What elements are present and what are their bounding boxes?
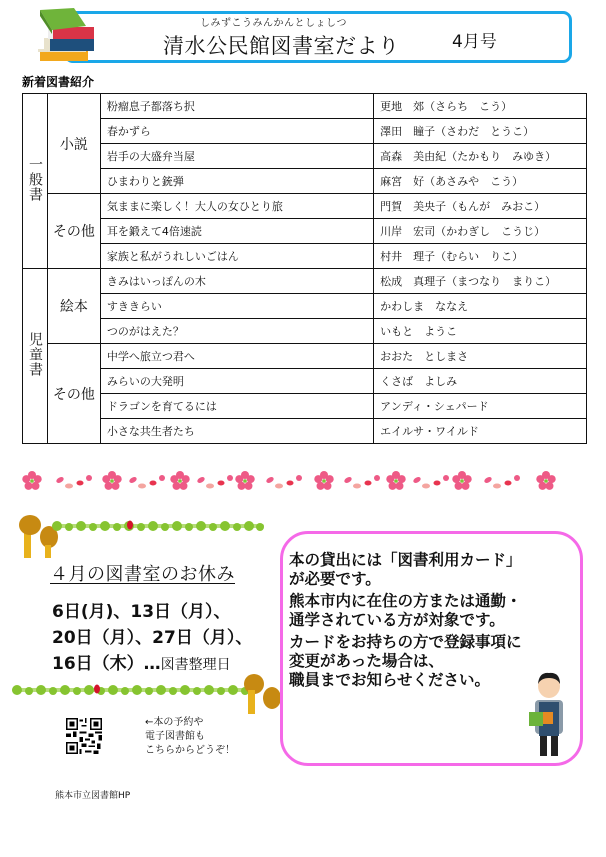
issue-label: 4月号 — [452, 32, 497, 52]
book-author: エイルサ・ワイルド — [374, 419, 587, 444]
book-title: みらいの大発明 — [100, 369, 373, 394]
tree-stump-icon — [236, 672, 282, 718]
book-title: 小さな共生者たち — [100, 419, 373, 444]
books-stack-icon — [34, 6, 96, 64]
book-title: 岩手の大盛弁当屋 — [100, 144, 373, 169]
book-title: すききらい — [100, 294, 373, 319]
book-author: 更地 郊（さらち こう） — [374, 94, 587, 119]
book-author: 村井 理子（むらい りこ） — [374, 244, 587, 269]
table-row — [23, 269, 587, 294]
book-author: 松成 真理子（まつなり まりこ） — [374, 269, 587, 294]
holiday-title: ４月の図書室のお休み — [50, 564, 235, 585]
table-row — [23, 419, 587, 444]
inventory-day-note: 図書整理日 — [160, 657, 231, 673]
card-info-paragraph: カードをお持ちの方で登録事項に 変更があった場合は、 職員までお知らせください。 — [289, 633, 522, 689]
table-row — [23, 344, 587, 369]
subcategory-novel: 小説 — [47, 94, 100, 194]
table-row — [23, 369, 587, 394]
subcategory-picture-book: 絵本 — [47, 269, 100, 344]
table-row — [23, 119, 587, 144]
qr-note: ←本の予約や 電子図書館も こちらからどうぞ！ — [145, 717, 235, 756]
book-title: ドラゴンを育てるには — [100, 394, 373, 419]
holiday-line-3: 16日（木）…図書整理日 — [52, 654, 231, 674]
table-row — [23, 294, 587, 319]
table-row — [23, 144, 587, 169]
book-title: 家族と私がうれしいごはん — [100, 244, 373, 269]
book-author: 麻宮 好（あさみや こう） — [374, 169, 587, 194]
card-info-paragraph: 熊本市内に在住の方または通勤・ 通学されている方が対象です。 — [289, 592, 522, 629]
holiday-line-2: 20日（月）、27日（月）、 — [52, 628, 253, 648]
book-title: 中学へ旅立つ君へ — [100, 344, 373, 369]
book-title: 春かずら — [100, 119, 373, 144]
table-row — [23, 219, 587, 244]
sakura-border-icon — [16, 467, 592, 497]
new-books-table — [22, 93, 587, 444]
holiday-dates — [52, 599, 252, 678]
subcategory-other-children: その他 — [47, 344, 100, 444]
section-heading-new-books: 新着図書紹介 — [22, 75, 95, 89]
book-title: きみはいっぽんの木 — [100, 269, 373, 294]
librarian-icon — [527, 672, 571, 758]
book-author: 高森 美由紀（たかもり みゆき） — [374, 144, 587, 169]
table-row — [23, 244, 587, 269]
qr-code-icon[interactable] — [66, 718, 102, 754]
category-children: 児童書 — [23, 269, 48, 444]
book-title: ひまわりと銃弾 — [100, 169, 373, 194]
book-author: 澤田 瞳子（さわだ とうこ） — [374, 119, 587, 144]
table-row — [23, 169, 587, 194]
book-author: くさば よしみ — [374, 369, 587, 394]
subcategory-other-general: その他 — [47, 194, 100, 269]
book-author: いもと ようこ — [374, 319, 587, 344]
table-row — [23, 319, 587, 344]
card-info-text — [289, 551, 522, 693]
qr-caption: 熊本市立図書館HP — [55, 791, 131, 801]
book-author: アンディ・シェパード — [374, 394, 587, 419]
book-title: 耳を鍛えて4倍速読 — [100, 219, 373, 244]
newsletter-title: 清水公民館図書室だより — [163, 34, 400, 58]
table-row — [23, 94, 587, 119]
book-title: 粉瘤息子都落ち択 — [100, 94, 373, 119]
book-author: かわしま ななえ — [374, 294, 587, 319]
book-author: 門賀 美央子（もんが みおこ） — [374, 194, 587, 219]
book-title: つのがはえた？ — [100, 319, 373, 344]
table-row — [23, 394, 587, 419]
book-author: おおた としまさ — [374, 344, 587, 369]
clover-border-icon — [52, 518, 264, 534]
header-ruby: しみずこうみんかんとしょしつ — [200, 18, 347, 29]
holiday-line-1: 6日(月)、13日（月）、 — [52, 602, 231, 622]
clover-border-icon — [12, 682, 252, 698]
table-row — [23, 194, 587, 219]
card-info-paragraph: 本の貸出には「図書利用カード」 が必要です。 — [289, 551, 522, 588]
category-general: 一般書 — [23, 94, 48, 269]
book-author: 川岸 宏司（かわぎし こうじ） — [374, 219, 587, 244]
book-title: 気ままに楽しく！大人の女ひとり旅 — [100, 194, 373, 219]
